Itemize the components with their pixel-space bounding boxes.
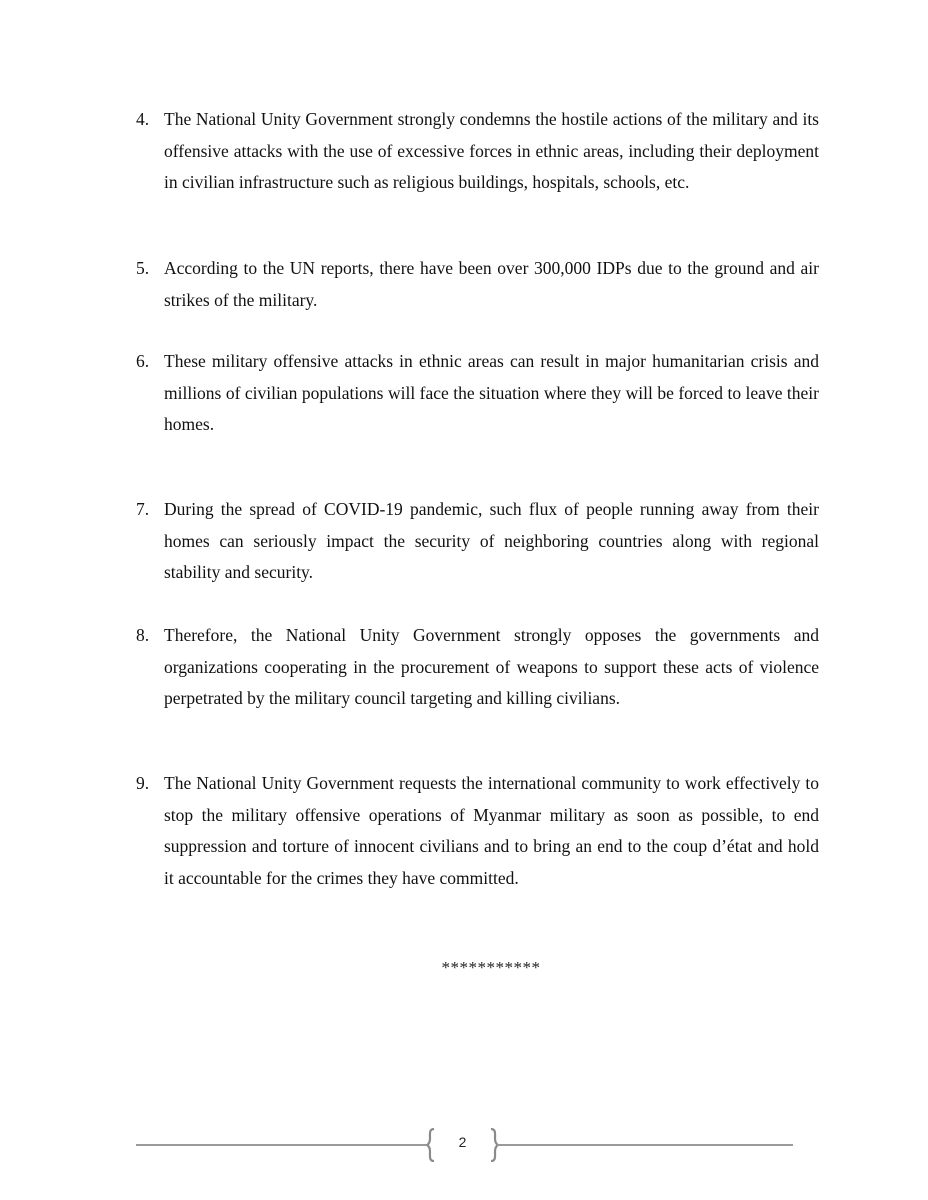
list-item-number: 4.	[136, 109, 150, 129]
list-item-text: These military offensive attacks in ethnic areas can result in major humanitarian crisis and millions of civilian populations will face the situation where they will be forced to leave their homes.	[164, 351, 819, 434]
list-item-text: During the spread of COVID-19 pandemic, such flux of people running away from their homes can seriously impact the security of neighboring countries along with regional stability and security.	[164, 499, 819, 582]
list-item-9	[136, 768, 819, 894]
footer-rule-right	[497, 1144, 793, 1146]
list-item-6	[136, 346, 819, 441]
section-separator: ***********	[441, 958, 541, 977]
list-item-text: According to the UN reports, there have been over 300,000 IDPs due to the ground and air strikes of the military.	[164, 258, 819, 310]
list-item-8	[136, 620, 819, 715]
list-item-number: 8.	[136, 625, 150, 645]
list-item-5	[136, 253, 819, 316]
list-item-number: 6.	[136, 351, 150, 371]
list-item-7	[136, 494, 819, 589]
list-item-text: The National Unity Government requests the international community to work effectively to stop the military offensive operations of Myanmar military as soon as possible, to end suppression and torture of innocent civilians and to bring an end to the coup d’état and hold it accountable for the crimes they have committed.	[164, 773, 819, 888]
list-item-4	[136, 104, 819, 199]
list-item-number: 7.	[136, 499, 150, 519]
list-item-text: The National Unity Government strongly condemns the hostile actions of the military and its offensive attacks with the use of excessive forces in ethnic areas, including their deployment in civilian infrastructure such as religious buildings, hospitals, schools, etc.	[164, 109, 819, 192]
list-item-number: 5.	[136, 258, 150, 278]
list-item-number: 9.	[136, 773, 150, 793]
left-brace-icon	[426, 1128, 436, 1162]
footer-rule-left	[136, 1144, 426, 1146]
list-item-text: Therefore, the National Unity Government strongly opposes the governments and organizations cooperating in the procurement of weapons to support these acts of violence perpetrated by the military council targeting and killing civilians.	[164, 625, 819, 708]
page-number: 2	[458, 1134, 467, 1150]
